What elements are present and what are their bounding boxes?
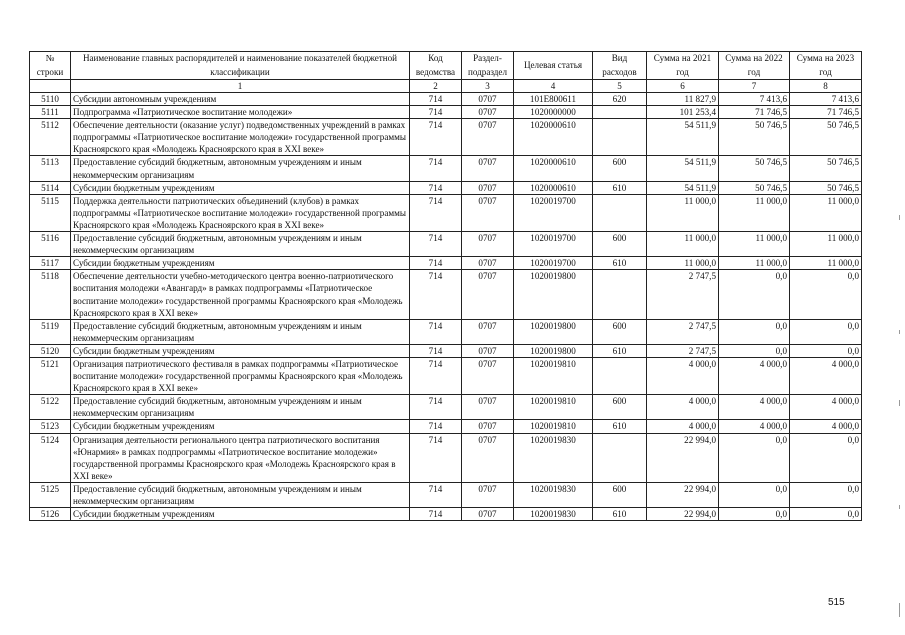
column-number: 4 bbox=[514, 80, 593, 93]
row-expense-type bbox=[593, 119, 647, 156]
row-expense-type: 610 bbox=[593, 181, 647, 194]
row-name: Организация деятельности регионального центра патриотического воспитания «Юнармия» в рамках подпрограммы «Патриотическое воспитание молодежи» государственной программы Красноярского края «Молодежь Красноярского края в XXI веке» bbox=[71, 433, 410, 482]
column-number: 5 bbox=[593, 80, 647, 93]
row-target-item: 1020019810 bbox=[514, 395, 593, 420]
row-sum-2023: 0,0 bbox=[790, 433, 862, 482]
row-sum-2021: 22 994,0 bbox=[647, 508, 719, 521]
row-sum-2022: 4 000,0 bbox=[719, 395, 790, 420]
scan-edge-mark bbox=[899, 603, 900, 617]
row-expense-type: 620 bbox=[593, 93, 647, 106]
row-sum-2023: 4 000,0 bbox=[790, 357, 862, 394]
row-number: 5118 bbox=[30, 270, 71, 319]
row-section: 0707 bbox=[462, 194, 514, 231]
row-number: 5113 bbox=[30, 156, 71, 181]
table-row bbox=[30, 420, 862, 433]
table-row bbox=[30, 395, 862, 420]
row-expense-type bbox=[593, 433, 647, 482]
row-sum-2023: 4 000,0 bbox=[790, 395, 862, 420]
row-sum-2023: 71 746,5 bbox=[790, 106, 862, 119]
header-target-item: Целевая статья bbox=[514, 52, 593, 80]
row-expense-type: 600 bbox=[593, 395, 647, 420]
row-name: Организация патриотического фестиваля в рамках подпрограммы «Патриотическое воспитание молодежи» государственной программы Красноярского края «Молодежь Красноярского края в XXI веке» bbox=[71, 357, 410, 394]
page-number: 515 bbox=[828, 597, 845, 608]
row-number: 5126 bbox=[30, 508, 71, 521]
row-sum-2022: 0,0 bbox=[719, 270, 790, 319]
column-number bbox=[30, 80, 71, 93]
row-sum-2023: 4 000,0 bbox=[790, 420, 862, 433]
row-sum-2022: 0,0 bbox=[719, 482, 790, 507]
row-section: 0707 bbox=[462, 357, 514, 394]
row-dept-code: 714 bbox=[410, 482, 462, 507]
row-sum-2021: 11 000,0 bbox=[647, 232, 719, 257]
column-number: 1 bbox=[71, 80, 410, 93]
table-row bbox=[30, 156, 862, 181]
row-target-item: 1020000000 bbox=[514, 106, 593, 119]
row-sum-2021: 54 511,9 bbox=[647, 181, 719, 194]
table-row bbox=[30, 270, 862, 319]
row-target-item: 1020019800 bbox=[514, 344, 593, 357]
row-number: 5115 bbox=[30, 194, 71, 231]
header-section: Раздел-подраздел bbox=[462, 52, 514, 80]
row-sum-2021: 54 511,9 bbox=[647, 119, 719, 156]
row-section: 0707 bbox=[462, 508, 514, 521]
table-row bbox=[30, 319, 862, 344]
header-expense-type: Вид расходов bbox=[593, 52, 647, 80]
row-name: Обеспечение деятельности учебно-методического центра военно-патриотического воспитания молодежи «Авангард» в рамках подпрограммы «Патриотическое воспитание молодежи» государственной программы Красноярского края «Молодежь Красноярского края в XXI веке» bbox=[71, 270, 410, 319]
row-section: 0707 bbox=[462, 106, 514, 119]
row-dept-code: 714 bbox=[410, 93, 462, 106]
row-dept-code: 714 bbox=[410, 257, 462, 270]
row-sum-2022: 0,0 bbox=[719, 344, 790, 357]
table-row bbox=[30, 482, 862, 507]
row-name: Субсидии бюджетным учреждениям bbox=[71, 257, 410, 270]
row-dept-code: 714 bbox=[410, 395, 462, 420]
row-sum-2021: 22 994,0 bbox=[647, 433, 719, 482]
row-sum-2023: 11 000,0 bbox=[790, 232, 862, 257]
row-sum-2022: 4 000,0 bbox=[719, 357, 790, 394]
scan-edge-mark bbox=[899, 505, 900, 509]
row-sum-2021: 11 000,0 bbox=[647, 194, 719, 231]
row-name: Предоставление субсидий бюджетным, автономным учреждениям и иным некоммерческим организациям bbox=[71, 156, 410, 181]
row-target-item: 1020019700 bbox=[514, 194, 593, 231]
row-target-item: 1020019700 bbox=[514, 232, 593, 257]
row-name: Субсидии бюджетным учреждениям bbox=[71, 508, 410, 521]
row-number: 5117 bbox=[30, 257, 71, 270]
table-row bbox=[30, 357, 862, 394]
table-row bbox=[30, 119, 862, 156]
column-number: 2 bbox=[410, 80, 462, 93]
row-sum-2022: 11 000,0 bbox=[719, 232, 790, 257]
row-name: Предоставление субсидий бюджетным, автономным учреждениям и иным некоммерческим организациям bbox=[71, 395, 410, 420]
row-section: 0707 bbox=[462, 319, 514, 344]
row-dept-code: 714 bbox=[410, 357, 462, 394]
row-sum-2022: 50 746,5 bbox=[719, 119, 790, 156]
row-target-item: 1020000610 bbox=[514, 156, 593, 181]
row-sum-2021: 11 000,0 bbox=[647, 257, 719, 270]
table-body bbox=[30, 93, 862, 521]
row-expense-type: 610 bbox=[593, 344, 647, 357]
row-name: Субсидии бюджетным учреждениям bbox=[71, 181, 410, 194]
row-target-item: 1020000610 bbox=[514, 119, 593, 156]
row-sum-2021: 2 747,5 bbox=[647, 344, 719, 357]
row-target-item: 1020019810 bbox=[514, 357, 593, 394]
row-name: Субсидии автономным учреждениям bbox=[71, 93, 410, 106]
column-number-row bbox=[30, 80, 862, 93]
row-section: 0707 bbox=[462, 344, 514, 357]
row-name: Предоставление субсидий бюджетным, автономным учреждениям и иным некоммерческим организациям bbox=[71, 482, 410, 507]
scan-edge-mark bbox=[899, 215, 900, 220]
row-expense-type bbox=[593, 270, 647, 319]
row-name: Подпрограмма «Патриотическое воспитание молодежи» bbox=[71, 106, 410, 119]
row-expense-type: 610 bbox=[593, 257, 647, 270]
row-number: 5124 bbox=[30, 433, 71, 482]
row-dept-code: 714 bbox=[410, 344, 462, 357]
row-section: 0707 bbox=[462, 270, 514, 319]
table-row bbox=[30, 181, 862, 194]
row-expense-type: 600 bbox=[593, 232, 647, 257]
row-sum-2023: 0,0 bbox=[790, 270, 862, 319]
header-sum-2023: Сумма на 2023 год bbox=[790, 52, 862, 80]
row-sum-2023: 50 746,5 bbox=[790, 181, 862, 194]
row-name: Поддержка деятельности патриотических объединений (клубов) в рамках подпрограммы «Патриотическое воспитание молодежи» государственной программы Красноярского края «Молодежь Красноярского края в XXI веке» bbox=[71, 194, 410, 231]
column-number: 3 bbox=[462, 80, 514, 93]
row-sum-2022: 0,0 bbox=[719, 508, 790, 521]
table-row bbox=[30, 433, 862, 482]
row-sum-2022: 71 746,5 bbox=[719, 106, 790, 119]
row-section: 0707 bbox=[462, 181, 514, 194]
row-sum-2021: 2 747,5 bbox=[647, 319, 719, 344]
table-row bbox=[30, 93, 862, 106]
row-name: Субсидии бюджетным учреждениям bbox=[71, 344, 410, 357]
row-sum-2023: 0,0 bbox=[790, 319, 862, 344]
row-target-item: 1020019830 bbox=[514, 508, 593, 521]
row-sum-2021: 11 827,9 bbox=[647, 93, 719, 106]
table-row bbox=[30, 194, 862, 231]
row-section: 0707 bbox=[462, 232, 514, 257]
row-sum-2021: 4 000,0 bbox=[647, 357, 719, 394]
row-dept-code: 714 bbox=[410, 181, 462, 194]
header-dept-code: Код ведомства bbox=[410, 52, 462, 80]
row-dept-code: 714 bbox=[410, 106, 462, 119]
row-target-item: 1020019700 bbox=[514, 257, 593, 270]
row-section: 0707 bbox=[462, 395, 514, 420]
row-dept-code: 714 bbox=[410, 194, 462, 231]
row-number: 5110 bbox=[30, 93, 71, 106]
row-sum-2023: 50 746,5 bbox=[790, 156, 862, 181]
row-number: 5116 bbox=[30, 232, 71, 257]
header-name: Наименование главных распорядителей и наименование показателей бюджетной классификации bbox=[71, 52, 410, 80]
header-row-number: № строки bbox=[30, 52, 71, 80]
row-number: 5119 bbox=[30, 319, 71, 344]
scan-edge-mark bbox=[899, 330, 900, 334]
row-dept-code: 714 bbox=[410, 119, 462, 156]
row-name: Предоставление субсидий бюджетным, автономным учреждениям и иным некоммерческим организациям bbox=[71, 319, 410, 344]
table-header bbox=[30, 52, 862, 93]
header-sum-2022: Сумма на 2022 год bbox=[719, 52, 790, 80]
table-row bbox=[30, 344, 862, 357]
header-sum-2021: Сумма на 2021 год bbox=[647, 52, 719, 80]
row-sum-2023: 0,0 bbox=[790, 508, 862, 521]
row-sum-2023: 0,0 bbox=[790, 344, 862, 357]
row-sum-2023: 0,0 bbox=[790, 482, 862, 507]
row-number: 5123 bbox=[30, 420, 71, 433]
row-name: Субсидии бюджетным учреждениям bbox=[71, 420, 410, 433]
table-row bbox=[30, 106, 862, 119]
row-sum-2023: 11 000,0 bbox=[790, 194, 862, 231]
row-target-item: 1020019810 bbox=[514, 420, 593, 433]
row-sum-2023: 7 413,6 bbox=[790, 93, 862, 106]
row-expense-type bbox=[593, 357, 647, 394]
row-dept-code: 714 bbox=[410, 270, 462, 319]
row-target-item: 1020019830 bbox=[514, 433, 593, 482]
row-sum-2022: 11 000,0 bbox=[719, 257, 790, 270]
table-row bbox=[30, 508, 862, 521]
row-target-item: 1020000610 bbox=[514, 181, 593, 194]
row-section: 0707 bbox=[462, 257, 514, 270]
row-section: 0707 bbox=[462, 433, 514, 482]
row-sum-2022: 50 746,5 bbox=[719, 181, 790, 194]
row-dept-code: 714 bbox=[410, 420, 462, 433]
row-target-item: 101E800611 bbox=[514, 93, 593, 106]
row-expense-type: 610 bbox=[593, 508, 647, 521]
row-expense-type: 600 bbox=[593, 319, 647, 344]
row-sum-2022: 0,0 bbox=[719, 319, 790, 344]
row-dept-code: 714 bbox=[410, 508, 462, 521]
row-sum-2021: 4 000,0 bbox=[647, 420, 719, 433]
row-number: 5121 bbox=[30, 357, 71, 394]
row-expense-type: 610 bbox=[593, 420, 647, 433]
row-sum-2023: 11 000,0 bbox=[790, 257, 862, 270]
row-sum-2022: 11 000,0 bbox=[719, 194, 790, 231]
row-sum-2022: 0,0 bbox=[719, 433, 790, 482]
header-row bbox=[30, 52, 862, 80]
row-sum-2021: 2 747,5 bbox=[647, 270, 719, 319]
row-sum-2022: 4 000,0 bbox=[719, 420, 790, 433]
column-number: 7 bbox=[719, 80, 790, 93]
row-section: 0707 bbox=[462, 93, 514, 106]
row-name: Обеспечение деятельности (оказание услуг) подведомственных учреждений в рамках подпрограммы «Патриотическое воспитание молодежи» государственной программы Красноярского края «Молодежь Красноярского края в XXI веке» bbox=[71, 119, 410, 156]
row-number: 5112 bbox=[30, 119, 71, 156]
row-number: 5122 bbox=[30, 395, 71, 420]
row-section: 0707 bbox=[462, 119, 514, 156]
row-number: 5120 bbox=[30, 344, 71, 357]
scan-edge-mark bbox=[899, 400, 900, 406]
row-dept-code: 714 bbox=[410, 232, 462, 257]
row-expense-type bbox=[593, 106, 647, 119]
table-row bbox=[30, 232, 862, 257]
row-number: 5114 bbox=[30, 181, 71, 194]
row-expense-type bbox=[593, 194, 647, 231]
row-sum-2021: 54 511,9 bbox=[647, 156, 719, 181]
row-section: 0707 bbox=[462, 156, 514, 181]
row-target-item: 1020019800 bbox=[514, 270, 593, 319]
row-sum-2021: 4 000,0 bbox=[647, 395, 719, 420]
row-section: 0707 bbox=[462, 420, 514, 433]
row-section: 0707 bbox=[462, 482, 514, 507]
row-sum-2022: 50 746,5 bbox=[719, 156, 790, 181]
row-expense-type: 600 bbox=[593, 156, 647, 181]
row-dept-code: 714 bbox=[410, 156, 462, 181]
row-number: 5125 bbox=[30, 482, 71, 507]
row-target-item: 1020019800 bbox=[514, 319, 593, 344]
row-number: 5111 bbox=[30, 106, 71, 119]
row-dept-code: 714 bbox=[410, 433, 462, 482]
row-expense-type: 600 bbox=[593, 482, 647, 507]
column-number: 8 bbox=[790, 80, 862, 93]
column-number: 6 bbox=[647, 80, 719, 93]
row-sum-2021: 22 994,0 bbox=[647, 482, 719, 507]
row-dept-code: 714 bbox=[410, 319, 462, 344]
row-sum-2023: 50 746,5 bbox=[790, 119, 862, 156]
row-target-item: 1020019830 bbox=[514, 482, 593, 507]
table-row bbox=[30, 257, 862, 270]
row-name: Предоставление субсидий бюджетным, автономным учреждениям и иным некоммерческим организациям bbox=[71, 232, 410, 257]
row-sum-2022: 7 413,6 bbox=[719, 93, 790, 106]
row-sum-2021: 101 253,4 bbox=[647, 106, 719, 119]
budget-table bbox=[29, 51, 862, 521]
